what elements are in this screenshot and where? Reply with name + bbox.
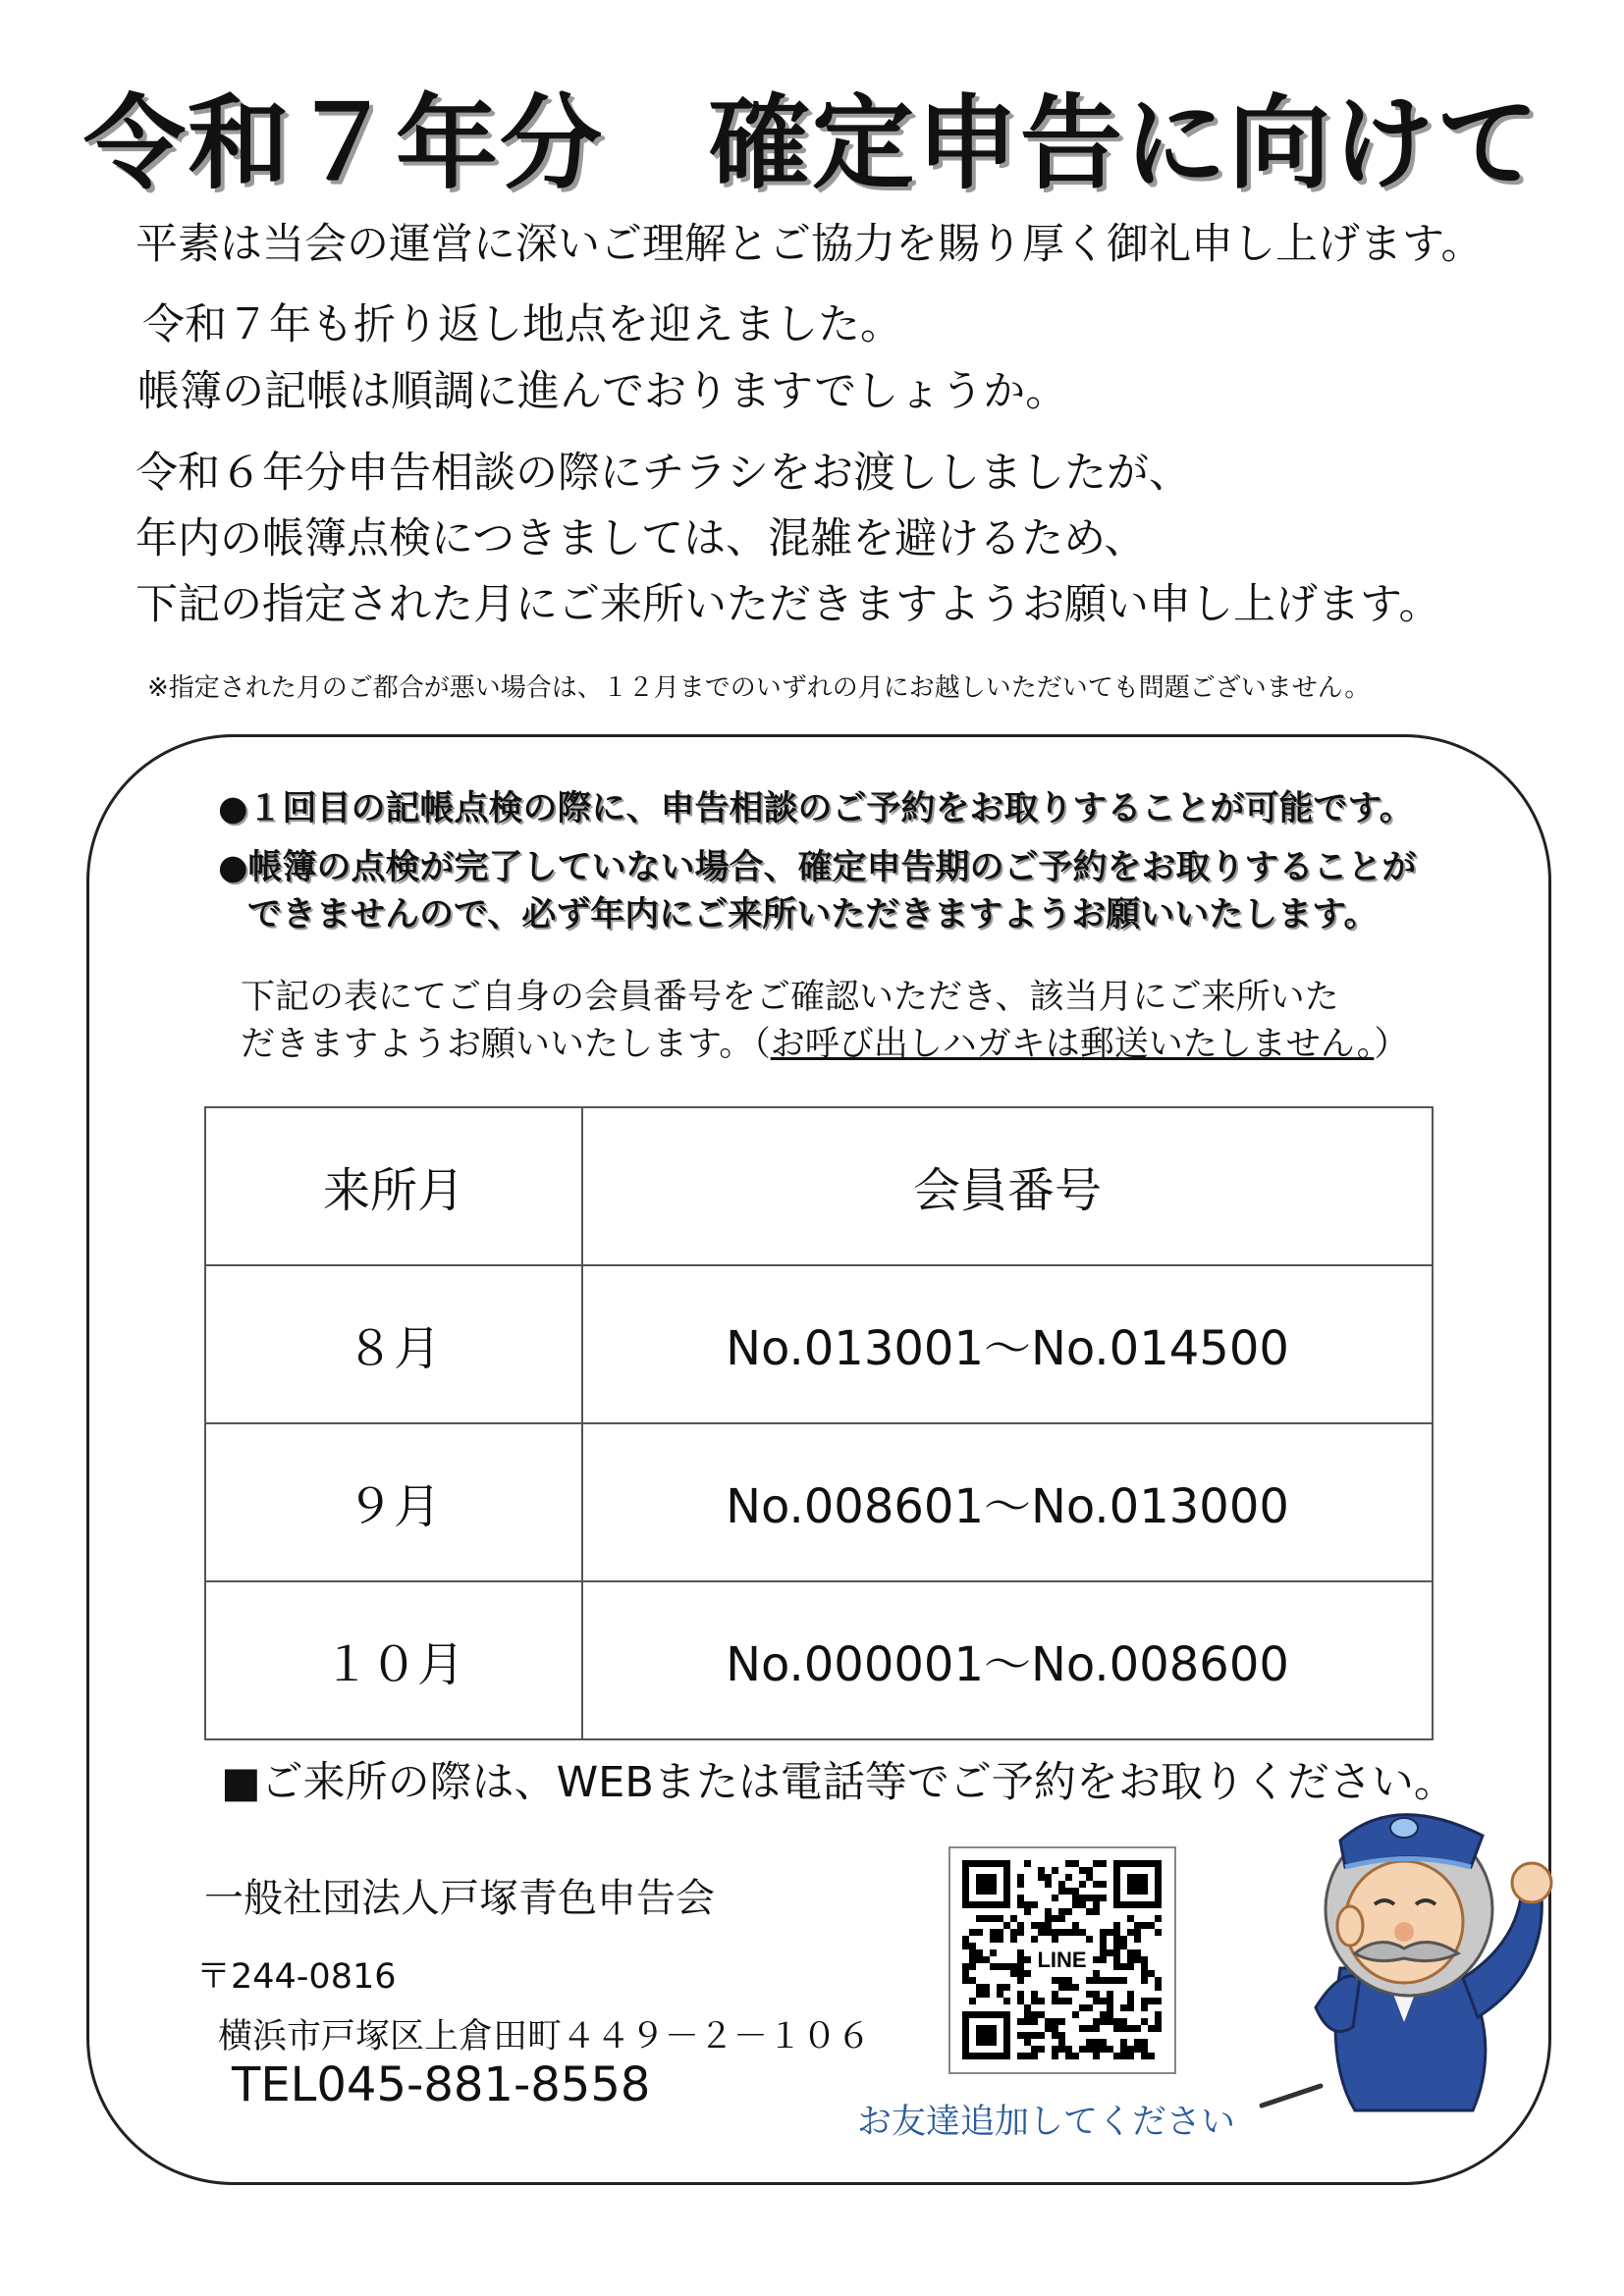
bullet-check-required: ●帳簿の点検が完了していない場合、確定申告期のご予約をお取りすることが xyxy=(218,848,1417,887)
no-postcard-note: お呼び出しハガキは郵送いたしません。 xyxy=(770,1025,1375,1064)
schedule-notice: ※指定された月のご都合が悪い場合は、１２月までのいずれの月にお越しいただいても問題ございません。 xyxy=(147,673,1371,703)
member-number-range: No.000001～No.008600 xyxy=(582,1581,1433,1739)
member-number-range: No.013001～No.014500 xyxy=(582,1265,1433,1423)
table-row xyxy=(205,1265,1433,1423)
line-qr-code[interactable] xyxy=(948,1846,1176,2074)
header-member-number: 会員番号 xyxy=(582,1107,1433,1265)
intro-greeting: 平素は当会の運営に深いご理解とご協力を賜り厚く御礼申し上げます。 xyxy=(135,220,1484,269)
visit-month: １０月 xyxy=(205,1581,582,1739)
header-visit-month: 来所月 xyxy=(205,1107,582,1265)
postal-code: 〒244-0816 xyxy=(196,1957,397,1997)
visit-month: ９月 xyxy=(205,1423,582,1581)
address: 横浜市戸塚区上倉田町４４９－２－１０６ xyxy=(218,2017,872,2056)
member-number-range: No.008601～No.013000 xyxy=(582,1423,1433,1581)
visit-schedule-table xyxy=(204,1106,1434,1740)
phone-number: TEL045-881-8558 xyxy=(232,2057,651,2112)
intro-line-2: 令和７年も折り返し地点を迎えました。 xyxy=(142,300,902,349)
intro-line-5: 年内の帳簿点検につきましては、混雑を避けるため、 xyxy=(135,514,1147,563)
table-instruction-line2: だきますようお願いいたします。（お呼び出しハガキは郵送いたしません。） xyxy=(241,1025,1409,1064)
organization-name: 一般社団法人戸塚青色申告会 xyxy=(204,1876,715,1921)
table-instruction-line1: 下記の表にてご自身の会員番号をご確認いただき、該当月にご来所いた xyxy=(241,978,1339,1017)
mascot-illustration xyxy=(1247,1796,1571,2130)
visit-month: ８月 xyxy=(205,1265,582,1423)
bullet-reservation: ●１回目の記帳点検の際に、申告相談のご予約をお取りすることが可能です。 xyxy=(218,789,1414,828)
qr-code-icon xyxy=(950,1848,1174,2072)
qr-caption: お友達追加してください xyxy=(857,2103,1236,2142)
intro-line-6: 下記の指定された月にご来所いただきますようお願い申し上げます。 xyxy=(135,580,1441,629)
table-row xyxy=(205,1581,1433,1739)
bullet-check-required-cont: できませんので、必ず年内にご来所いただきますようお願いいたします。 xyxy=(247,895,1379,934)
table-header-row xyxy=(205,1107,1433,1265)
intro-line-3: 帳簿の記帳は順調に進んでおりますでしょうか。 xyxy=(137,367,1068,416)
intro-line-4: 令和６年分申告相談の際にチラシをお渡ししましたが、 xyxy=(135,449,1191,498)
qr-line-label: LINE xyxy=(1037,1948,1087,1973)
table-row xyxy=(205,1423,1433,1581)
reservation-note: ■ご来所の際は、WEBまたは電話等でご予約をお取りください。 xyxy=(221,1758,1456,1807)
page-title: 令和７年分 確定申告に向けて xyxy=(82,83,1541,203)
